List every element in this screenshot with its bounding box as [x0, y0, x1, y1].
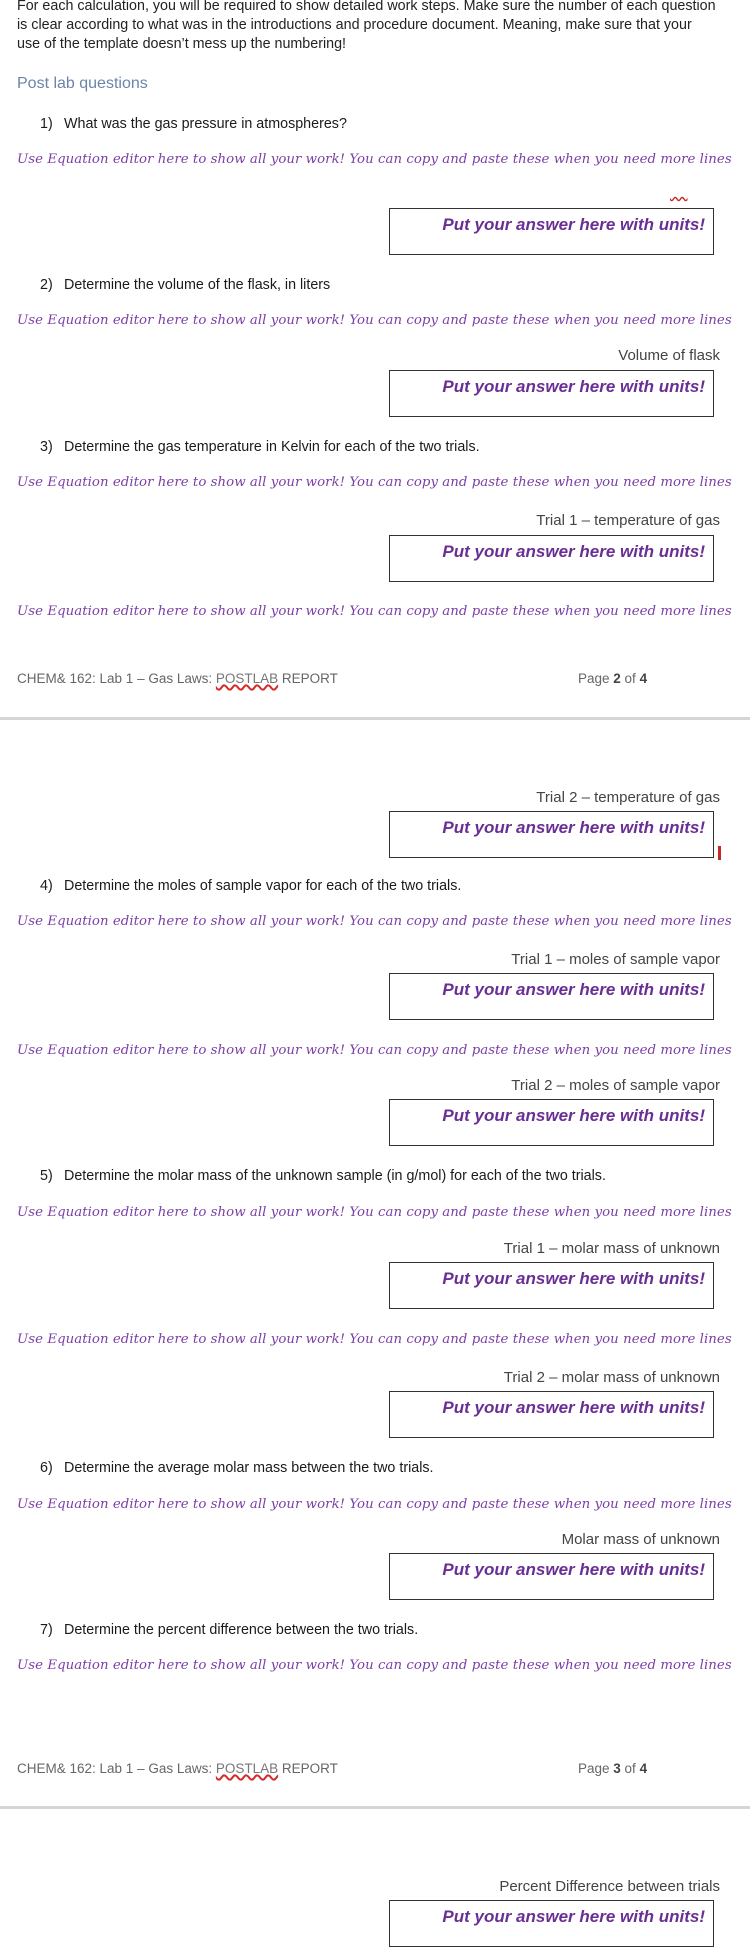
intro-paragraph: For each calculation, you will be required to show detailed work steps. Make sure the number of each question is clear according to what was in the introductions and procedure document. Meaning, make sure that your use of the template doesn’t mess up the numbering! [17, 0, 716, 52]
equation-note[interactable]: Use Equation editor here to show all your work! You can copy and paste these when you need more lines [17, 313, 732, 328]
question-text: Determine the molar mass of the unknown sample (in g/mol) for each of the two trials. [64, 1168, 606, 1184]
answer-label-trial1-moles: Trial 1 – moles of sample vapor [511, 951, 720, 968]
question-number: 5) [40, 1168, 53, 1184]
question-text: Determine the percent difference between the two trials. [64, 1622, 419, 1638]
answer-label-trial1-molar: Trial 1 – molar mass of unknown [503, 1240, 720, 1257]
answer-label-volume: Volume of flask [618, 347, 720, 364]
answer-placeholder: Put your answer here with units! [442, 1560, 705, 1579]
question-number: 4) [40, 878, 53, 894]
page-separator [0, 717, 750, 720]
question-text: What was the gas pressure in atmospheres? [64, 116, 347, 132]
answer-placeholder: Put your answer here with units! [442, 1106, 705, 1125]
question-number: 3) [40, 439, 53, 455]
equation-note[interactable]: Use Equation editor here to show all your work! You can copy and paste these when you need more lines [17, 1658, 732, 1673]
question-text: Determine the moles of sample vapor for each of the two trials. [64, 878, 462, 894]
answer-box[interactable] [389, 208, 714, 255]
question-text: Determine the gas temperature in Kelvin for each of the two trials. [64, 439, 480, 455]
answer-box[interactable] [389, 1262, 714, 1309]
equation-note[interactable]: Use Equation editor here to show all your work! You can copy and paste these when you need more lines [17, 914, 732, 929]
equation-note[interactable]: Use Equation editor here to show all your work! You can copy and paste these when you need more lines [17, 604, 732, 619]
question-4 [40, 878, 461, 894]
page-separator [0, 1806, 750, 1809]
answer-label-trial2-moles: Trial 2 – moles of sample vapor [511, 1077, 720, 1094]
answer-placeholder: Put your answer here with units! [442, 1907, 705, 1926]
question-7 [40, 1622, 418, 1638]
question-text: Determine the volume of the flask, in liters [64, 277, 331, 293]
text-cursor-mark [718, 846, 721, 860]
answer-box[interactable] [389, 1900, 714, 1947]
question-number: 7) [40, 1622, 53, 1638]
question-5 [40, 1168, 606, 1184]
misspelled-word: POSTLAB [215, 671, 279, 686]
answer-label-trial2-temp: Trial 2 – temperature of gas [536, 789, 720, 806]
answer-box[interactable] [389, 1099, 714, 1146]
question-number: 6) [40, 1460, 53, 1476]
answer-box[interactable] [389, 1391, 714, 1438]
page-footer: CHEM& 162: Lab 1 – Gas Laws: POSTLAB REPORT [17, 671, 338, 686]
page-number: Page 3 of 4 [578, 1761, 648, 1776]
equation-note[interactable]: Use Equation editor here to show all your work! You can copy and paste these when you need more lines [17, 1332, 732, 1347]
question-text: Determine the average molar mass between the two trials. [64, 1460, 434, 1476]
answer-box[interactable] [389, 973, 714, 1020]
answer-placeholder: Put your answer here with units! [442, 1398, 705, 1417]
question-number: 1) [40, 116, 53, 132]
answer-placeholder: Put your answer here with units! [442, 215, 705, 234]
misspelled-word: POSTLAB [215, 1761, 279, 1776]
answer-placeholder: Put your answer here with units! [442, 1269, 705, 1288]
answer-placeholder: Put your answer here with units! [442, 542, 705, 561]
question-3 [40, 439, 480, 455]
question-2 [40, 277, 330, 293]
section-heading: Post lab questions [17, 75, 148, 92]
answer-label-pct-diff: Percent Difference between trials [499, 1878, 720, 1895]
answer-label-trial2-molar: Trial 2 – molar mass of unknown [503, 1369, 720, 1386]
answer-box[interactable] [389, 370, 714, 417]
answer-label-avg-molar: Molar mass of unknown [561, 1531, 720, 1548]
spellcheck-mark [670, 184, 688, 200]
question-1 [40, 116, 347, 132]
answer-placeholder: Put your answer here with units! [442, 818, 705, 837]
equation-note[interactable]: Use Equation editor here to show all your work! You can copy and paste these when you need more lines [17, 1497, 732, 1512]
answer-placeholder: Put your answer here with units! [442, 980, 705, 999]
answer-label-trial1-temp: Trial 1 – temperature of gas [536, 512, 720, 529]
question-6 [40, 1460, 434, 1476]
equation-note[interactable]: Use Equation editor here to show all your work! You can copy and paste these when you need more lines [17, 1205, 732, 1220]
equation-note[interactable]: Use Equation editor here to show all your work! You can copy and paste these when you need more lines [17, 1043, 732, 1058]
answer-box[interactable] [389, 535, 714, 582]
question-number: 2) [40, 277, 53, 293]
answer-placeholder: Put your answer here with units! [442, 377, 705, 396]
equation-note[interactable]: Use Equation editor here to show all your work! You can copy and paste these when you need more lines [17, 152, 732, 167]
page-number: Page 2 of 4 [578, 671, 648, 686]
answer-box[interactable] [389, 811, 714, 858]
answer-box[interactable] [389, 1553, 714, 1600]
page-footer: CHEM& 162: Lab 1 – Gas Laws: POSTLAB REPORT [17, 1761, 338, 1776]
equation-note[interactable]: Use Equation editor here to show all your work! You can copy and paste these when you need more lines [17, 475, 732, 490]
